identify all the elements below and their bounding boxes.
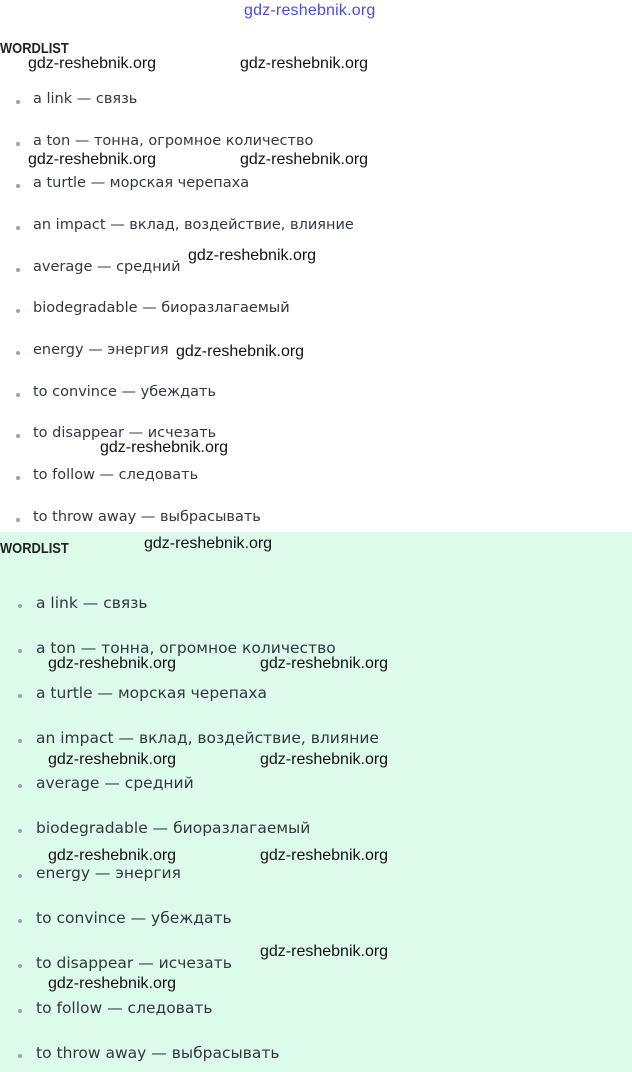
bullet-icon: [18, 784, 22, 788]
word-entry: to disappear — исчезать: [33, 425, 217, 441]
wordlist-section-1: [0, 40, 632, 532]
word-entry: energy — энергия: [36, 864, 181, 882]
word-entry: energy — энергия: [33, 342, 169, 358]
list-item: [0, 299, 632, 323]
word-entry: average — средний: [33, 259, 181, 275]
watermark: gdz-reshebnik.org: [260, 751, 389, 768]
bullet-icon: [18, 739, 22, 743]
watermark: gdz-reshebnik.org: [260, 847, 389, 864]
word-entry: to follow — следовать: [33, 467, 199, 483]
site-watermark-header: gdz-reshebnik.org: [244, 2, 376, 19]
watermark: gdz-reshebnik.org: [188, 247, 317, 264]
word-entry: to disappear — исчезать: [36, 954, 232, 972]
word-entry: a turtle — морская черепаха: [33, 175, 250, 191]
list-item: [0, 593, 632, 617]
watermark: gdz-reshebnik.org: [48, 975, 177, 992]
bullet-icon: [16, 100, 20, 104]
word-entry: to follow — следовать: [36, 999, 213, 1017]
bullet-icon: [18, 1009, 22, 1013]
wordlist-title: WORDLIST: [0, 540, 69, 557]
word-entry: an impact — вклад, воздействие, влияние: [36, 729, 379, 747]
bullet-icon: [18, 694, 22, 698]
list-item: [0, 508, 632, 532]
list-item: [0, 818, 632, 842]
word-entry: a link — связь: [33, 91, 138, 107]
bullet-icon: [16, 309, 20, 313]
watermark: gdz-reshebnik.org: [28, 151, 157, 168]
watermark: gdz-reshebnik.org: [240, 151, 369, 168]
word-entry: average — средний: [36, 774, 194, 792]
word-entry: a ton — тонна, огромное количество: [33, 133, 314, 149]
word-entry: to throw away — выбрасывать: [36, 1044, 280, 1062]
word-entry: biodegradable — биоразлагаемый: [36, 819, 311, 837]
bullet-icon: [16, 518, 20, 522]
bullet-icon: [16, 142, 20, 146]
watermark: gdz-reshebnik.org: [48, 847, 177, 864]
watermark: gdz-reshebnik.org: [144, 535, 273, 552]
list-item: [0, 863, 632, 887]
list-item: [0, 424, 632, 448]
bullet-icon: [16, 268, 20, 272]
bullet-icon: [18, 1054, 22, 1058]
bullet-icon: [18, 829, 22, 833]
watermark: gdz-reshebnik.org: [48, 751, 177, 768]
word-entry: to convince — убеждать: [33, 384, 217, 400]
list-item: [0, 174, 632, 198]
word-entry: an impact — вклад, воздействие, влияние: [33, 217, 354, 233]
bullet-icon: [18, 649, 22, 653]
watermark: gdz-reshebnik.org: [28, 55, 157, 72]
bullet-icon: [16, 184, 20, 188]
watermark: gdz-reshebnik.org: [176, 343, 305, 360]
word-entry: to throw away — выбрасывать: [33, 509, 261, 525]
bullet-icon: [18, 919, 22, 923]
word-entry: a link — связь: [36, 594, 148, 612]
word-entry: to convince — убеждать: [36, 909, 232, 927]
list-item: [0, 341, 632, 365]
bullet-icon: [16, 351, 20, 355]
watermark: gdz-reshebnik.org: [100, 439, 229, 456]
list-item: [0, 1043, 632, 1067]
watermark: gdz-reshebnik.org: [240, 55, 369, 72]
bullet-icon: [16, 226, 20, 230]
list-item: [0, 728, 632, 752]
list-item: [0, 908, 632, 932]
bullet-icon: [16, 476, 20, 480]
list-item: [0, 90, 632, 114]
word-entry: biodegradable — биоразлагаемый: [33, 300, 290, 316]
list-item: [0, 216, 632, 240]
bullet-icon: [16, 434, 20, 438]
list-item: [0, 683, 632, 707]
list-item: [0, 383, 632, 407]
bullet-icon: [16, 393, 20, 397]
word-entry: a ton — тонна, огромное количество: [36, 639, 336, 657]
bullet-icon: [18, 874, 22, 878]
bullet-icon: [18, 604, 22, 608]
watermark: gdz-reshebnik.org: [260, 943, 389, 960]
list-item: [0, 466, 632, 490]
list-item: [0, 998, 632, 1022]
bullet-icon: [18, 964, 22, 968]
wordlist-title: WORDLIST: [0, 40, 69, 57]
watermark: gdz-reshebnik.org: [48, 655, 177, 672]
list-item: [0, 773, 632, 797]
word-entry: a turtle — морская черепаха: [36, 684, 267, 702]
watermark: gdz-reshebnik.org: [260, 655, 389, 672]
